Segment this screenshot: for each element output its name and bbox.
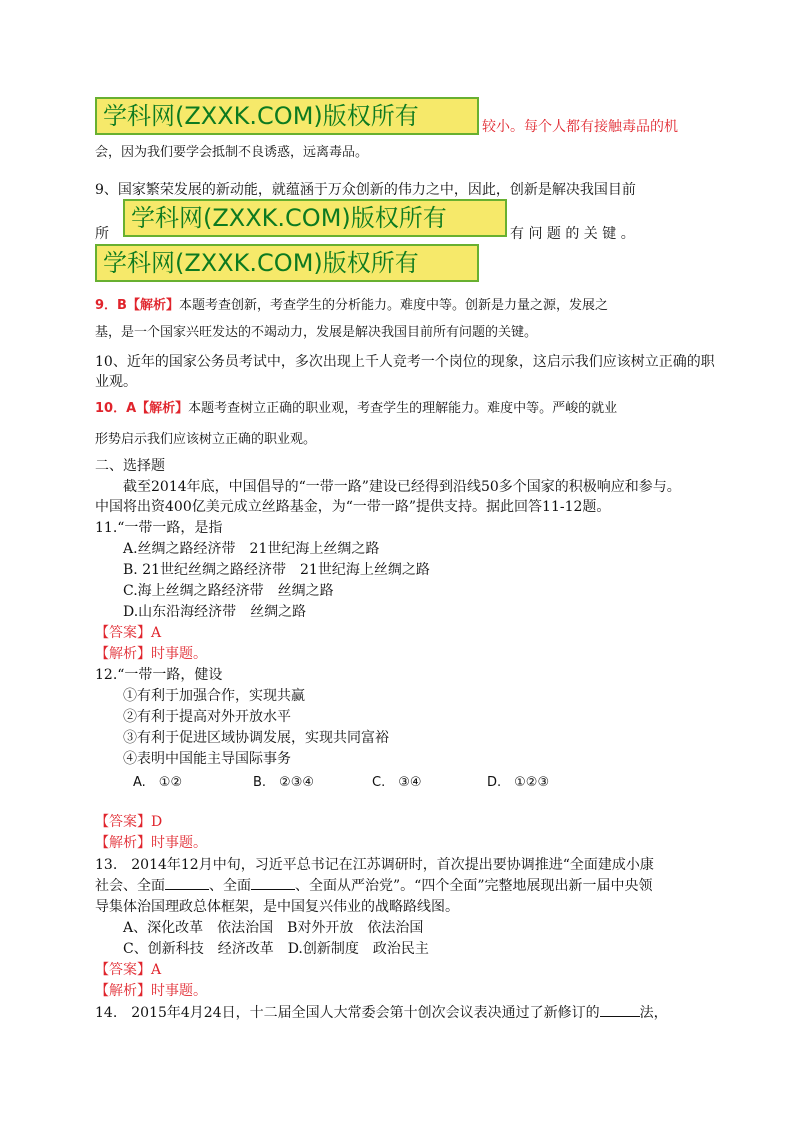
q9-line1: 9、国家繁荣发展的新动能，就蕴涵于万众创新的伟力之中，因此，创新是解决我国目前 xyxy=(95,182,636,198)
q12-item-1: ①有利于加强合作，实现共赢 xyxy=(123,688,305,704)
q11-option-b: B. 21世纪丝绸之路经济带 21世纪海上丝绸之路 xyxy=(123,562,430,578)
q12-choice-d: D. ①②③ xyxy=(487,775,550,790)
q13-line2-b: 、全面 xyxy=(209,878,251,894)
q13-options-2: C、创新科技 经济改革 D.创新制度 政治民主 xyxy=(123,941,429,957)
analysis-text: 时事题。 xyxy=(151,983,207,999)
a10-text1: 本题考查树立正确的职业观，考查学生的理解能力。难度中等。严峻的就业 xyxy=(188,401,618,416)
q12-choice-b: B. ②③④ xyxy=(253,775,315,790)
q14-text-b: 法， xyxy=(639,1005,668,1021)
answer-tag: 【答案】 xyxy=(95,625,151,641)
intro-line1: 截至2014年底，中国倡导的“一带一路”建设已经得到沿线50多个国家的积极响应和参与。 xyxy=(123,479,681,495)
answer-value: A xyxy=(151,962,162,978)
q12-stem: 12.“一带一路，健设 xyxy=(95,667,223,683)
q14-text-a: 14. 2015年4月24日，十二届全国人大常委会第十创次会议表决通过了新修订的 xyxy=(95,1005,600,1021)
q12-choice-c: C. ③④ xyxy=(372,775,422,790)
analysis-tag: 【解析】 xyxy=(95,835,151,851)
block8-line2: 会，因为我们要学会抵制不良诱惑，远离毒品。 xyxy=(95,145,369,160)
q11-stem: 11.“一带一路，是指 xyxy=(95,520,223,536)
q12-analysis xyxy=(95,833,207,853)
q13-line1: 13. 2014年12月中旬，习近平总书记在江苏调研时，首次提出要协调推进“全面建成小康 xyxy=(95,857,654,873)
q13-blank-2 xyxy=(251,877,295,890)
analysis-tag: 【解析】 xyxy=(95,646,151,662)
q11-option-d: D.山东沿海经济带 丝绸之路 xyxy=(123,604,307,620)
q11-answer xyxy=(95,623,161,643)
q10-line2: 业观。 xyxy=(95,374,137,390)
a9-tag: 【解析】 xyxy=(126,298,179,313)
answer-tag: 【答案】 xyxy=(95,814,151,830)
section2-heading: 二、选择题 xyxy=(95,458,165,474)
answer-value: D xyxy=(151,814,163,830)
a9-text1: 本题考查创新，考查学生的分析能力。难度中等。创新是力量之源，发展之 xyxy=(178,298,608,313)
analysis-text: 时事题。 xyxy=(151,835,207,851)
q13-options-1: A、深化改革 依法治国 B对外开放 依法治国 xyxy=(123,920,424,936)
a10-line2: 形势启示我们应该树立正确的职业观。 xyxy=(95,432,317,447)
q9-line2-start: 所 xyxy=(95,226,109,242)
answer-value: A xyxy=(151,625,162,641)
q12-item-3: ③有利于促进区域协调发展，实现共同富裕 xyxy=(123,730,389,746)
q13-line2 xyxy=(95,876,652,896)
a9-prefix: 9．B xyxy=(95,298,127,313)
q13-answer xyxy=(95,960,161,980)
q13-analysis xyxy=(95,981,207,1001)
analysis-tag: 【解析】 xyxy=(95,983,151,999)
watermark-1: 学科网(ZXXK.COM)版权所有 xyxy=(95,97,479,135)
q12-item-4: ④表明中国能主导国际事务 xyxy=(123,751,291,767)
a10-tag: 【解析】 xyxy=(136,401,189,416)
q12-answer xyxy=(95,812,162,832)
q14-blank xyxy=(600,1004,640,1017)
q13-blank-1 xyxy=(165,877,209,890)
watermark-2: 学科网(ZXXK.COM)版权所有 xyxy=(123,199,507,237)
a9-line2: 基，是一个国家兴旺发达的不竭动力，发展是解决我国目前所有问题的关键。 xyxy=(95,325,538,340)
a10-prefix: 10．A xyxy=(95,401,137,416)
q12-choice-a: A. ①② xyxy=(133,775,183,790)
q14-line1 xyxy=(95,1003,668,1023)
q12-item-2: ②有利于提高对外开放水平 xyxy=(123,709,291,725)
q13-line2-a: 社会、全面 xyxy=(95,878,165,894)
watermark-3: 学科网(ZXXK.COM)版权所有 xyxy=(95,244,479,282)
answer-tag: 【答案】 xyxy=(95,962,151,978)
a10-line1 xyxy=(95,397,617,416)
q9-line2-end: 有 问 题 的 关 键 。 xyxy=(510,226,635,242)
a9-line1 xyxy=(95,294,608,313)
analysis-text: 时事题。 xyxy=(151,646,207,662)
block8-line1-tail: 较小。每个人都有接触毒品的机 xyxy=(482,119,678,135)
q10-line1: 10、近年的国家公务员考试中，多次出现上千人竞考一个岗位的现象，这启示我们应该树立正确的职 xyxy=(95,354,715,370)
q11-option-a: A.丝绸之路经济带 21世纪海上丝绸之路 xyxy=(123,541,380,557)
q11-analysis xyxy=(95,644,207,664)
q13-line3: 导集体治国理政总体框架，是中国复兴伟业的战略路线图。 xyxy=(95,899,459,915)
intro-line2: 中国将出资400亿美元成立丝路基金，为“一带一路”提供支持。据此回答11-12题。 xyxy=(95,499,611,515)
q13-line2-c: 、全面从严治党”。“四个全面”完整地展现出新一届中央领 xyxy=(295,878,653,894)
q11-option-c: C.海上丝绸之路经济带 丝绸之路 xyxy=(123,583,334,599)
